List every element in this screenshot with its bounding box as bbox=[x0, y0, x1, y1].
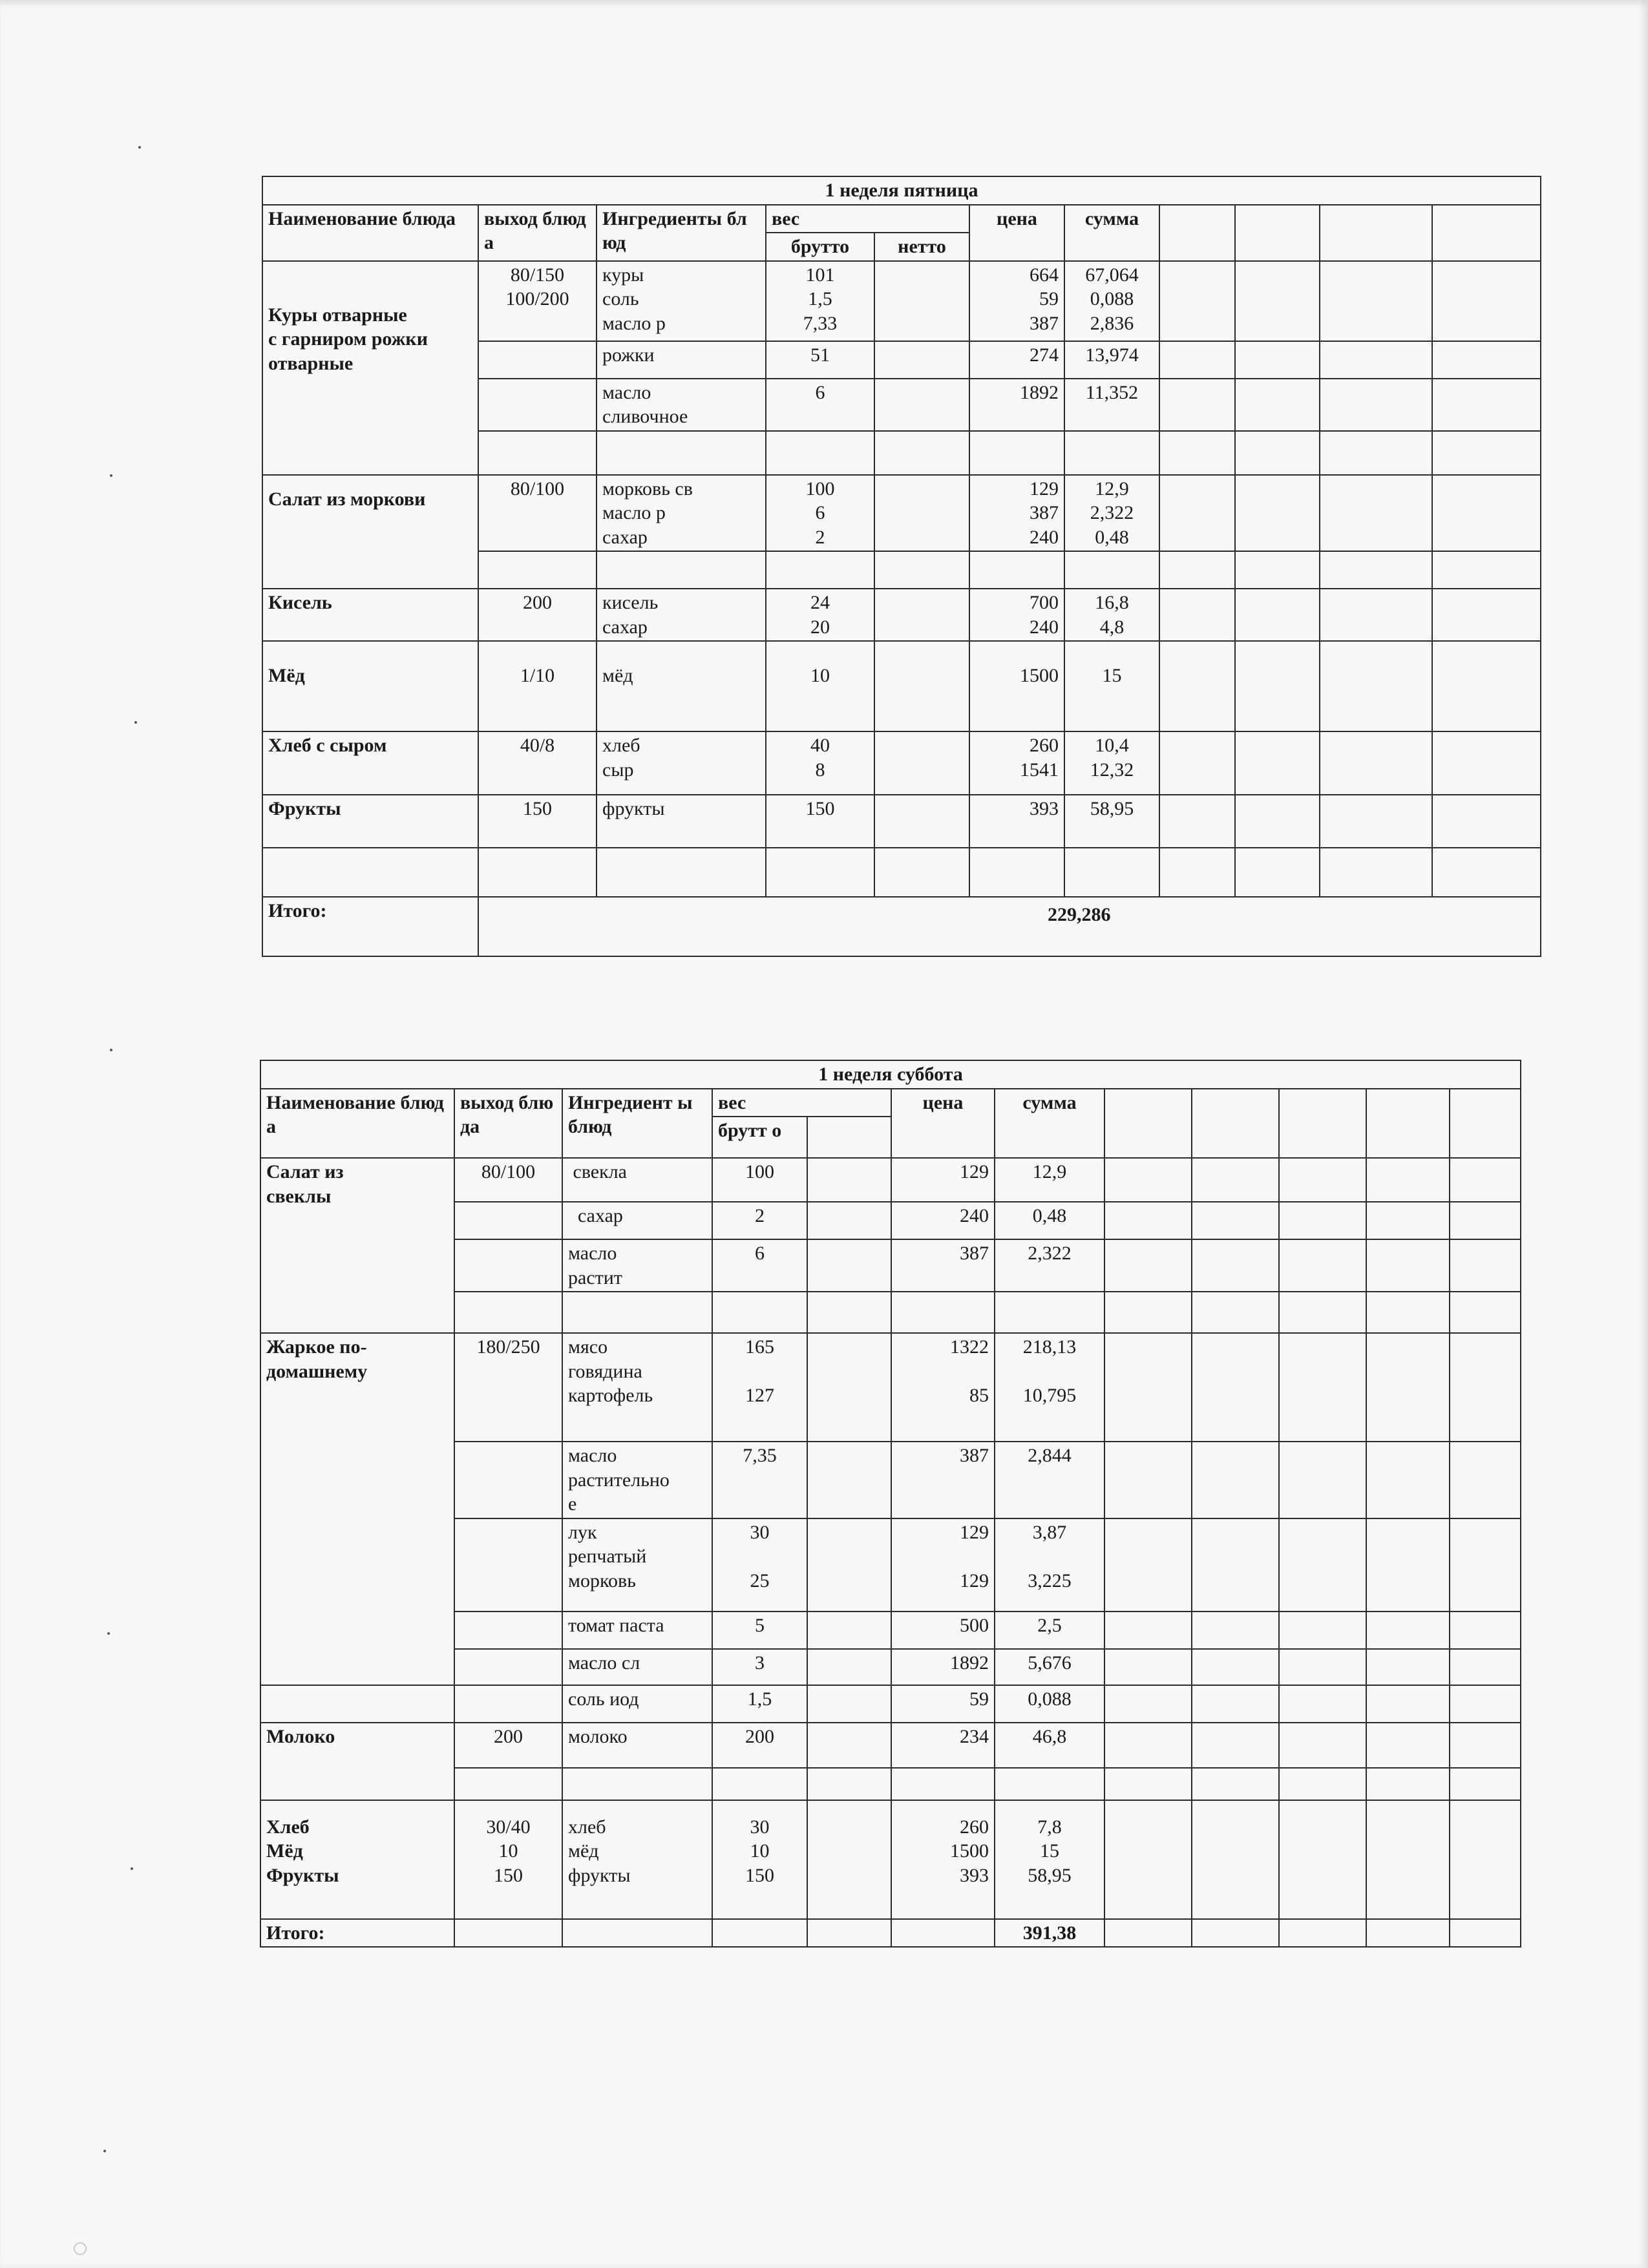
table-row: Мёд 1/10 мёд 10 1500 15 bbox=[262, 641, 1541, 731]
header-weight: вес bbox=[712, 1089, 891, 1117]
header-price: цена bbox=[891, 1089, 995, 1159]
header-net: нетто bbox=[874, 233, 969, 261]
table-row: Салат из моркови 80/100 морковь св масло р сахар 100 6 2 129 387 240 12,9 2,322 0,48 bbox=[262, 475, 1541, 552]
scan-speck bbox=[110, 1049, 112, 1051]
dish-name: Салат из свеклы bbox=[260, 1158, 454, 1333]
table-title: 1 неделя пятница bbox=[262, 176, 1541, 205]
table-row: томат паста 5 500 2,5 bbox=[260, 1612, 1521, 1649]
header-output: выход блюда bbox=[478, 205, 597, 261]
total-label: Итого: bbox=[262, 897, 478, 956]
header-price: цена bbox=[969, 205, 1064, 261]
header-dish-name: Наименование блюда bbox=[260, 1089, 454, 1159]
menu-table-friday bbox=[262, 176, 1541, 957]
scan-speck bbox=[138, 146, 141, 149]
total-value: 229,286 bbox=[478, 897, 1541, 956]
total-row bbox=[260, 1919, 1521, 1948]
dish-name: Хлеб Мёд Фрукты bbox=[260, 1800, 454, 1919]
dish-name: Куры отварные с гарниром рожки отварные bbox=[262, 261, 478, 475]
dish-name: Салат из моркови bbox=[262, 475, 478, 589]
dish-name: Молоко bbox=[260, 1723, 454, 1800]
table-row: Жаркое по- домашнему 180/250 мясо говядина картофель 165 127 1322 85 218,13 10,795 bbox=[260, 1333, 1521, 1442]
scan-speck bbox=[131, 1867, 133, 1870]
table-row: Салат из свеклы 80/100 свекла 100 129 12,9 bbox=[260, 1158, 1521, 1202]
table-row: соль иод 1,5 59 0,088 bbox=[260, 1685, 1521, 1723]
table-row bbox=[262, 848, 1541, 897]
table-row: Кисель 200 кисель сахар 24 20 700 240 16,8 4,8 bbox=[262, 589, 1541, 641]
total-label: Итого: bbox=[260, 1919, 454, 1948]
table-row: Хлеб с сыром 40/8 хлеб сыр 40 8 260 1541 10,4 12,32 bbox=[262, 731, 1541, 795]
dish-name: Жаркое по- домашнему bbox=[260, 1333, 454, 1685]
dish-name: Фрукты bbox=[262, 795, 478, 848]
table-row: масло растит 6 387 2,322 bbox=[260, 1239, 1521, 1292]
table-row: Хлеб Мёд Фрукты 30/40 10 150 хлеб мёд фрукты 30 10 150 260 1500 393 7,8 15 58,95 bbox=[260, 1800, 1521, 1919]
scan-speck bbox=[107, 1632, 110, 1635]
header-gross: брутто bbox=[766, 233, 874, 261]
table-title: 1 неделя суббота bbox=[260, 1060, 1521, 1089]
dish-name: Хлеб с сыром bbox=[262, 731, 478, 795]
table-row: Куры отварные с гарниром рожки отварные 80/150 100/200 куры соль масло р 101 1,5 7,33 664 59 387 67,064 0,088 2,836 bbox=[262, 261, 1541, 341]
dish-name: Мёд bbox=[262, 641, 478, 731]
header-gross: брутт о bbox=[712, 1117, 807, 1158]
total-row bbox=[262, 897, 1541, 956]
table-row: масло сливочное 6 1892 11,352 bbox=[262, 379, 1541, 431]
menu-table-saturday bbox=[260, 1060, 1521, 1948]
header-weight: вес bbox=[766, 205, 969, 233]
dish-name: Кисель bbox=[262, 589, 478, 641]
total-value: 391,38 bbox=[995, 1919, 1104, 1948]
header-sum: сумма bbox=[1064, 205, 1159, 261]
header-sum: сумма bbox=[995, 1089, 1104, 1159]
table-row: лук репчатый морковь 30 25 129 129 3,87 3,225 bbox=[260, 1518, 1521, 1612]
scan-speck bbox=[134, 721, 137, 724]
table-row: сахар 2 240 0,48 bbox=[260, 1202, 1521, 1239]
table-row: масло сл 3 1892 5,676 bbox=[260, 1649, 1521, 1685]
scan-speck bbox=[110, 474, 112, 477]
scan-ring bbox=[74, 2242, 87, 2255]
table-row: Молоко 200 молоко 200 234 46,8 bbox=[260, 1723, 1521, 1768]
header-ingredients: Ингредиенты блюд bbox=[597, 205, 766, 261]
header-dish-name: Наименование блюда bbox=[262, 205, 478, 261]
scan-speck bbox=[103, 2150, 106, 2152]
table-row: Фрукты 150 фрукты 150 393 58,95 bbox=[262, 795, 1541, 848]
table-row: рожки 51 274 13,974 bbox=[262, 341, 1541, 379]
table-row: масло растительно е 7,35 387 2,844 bbox=[260, 1442, 1521, 1518]
header-output: выход блюда bbox=[454, 1089, 562, 1159]
header-ingredients: Ингредиент ы блюд bbox=[562, 1089, 712, 1159]
